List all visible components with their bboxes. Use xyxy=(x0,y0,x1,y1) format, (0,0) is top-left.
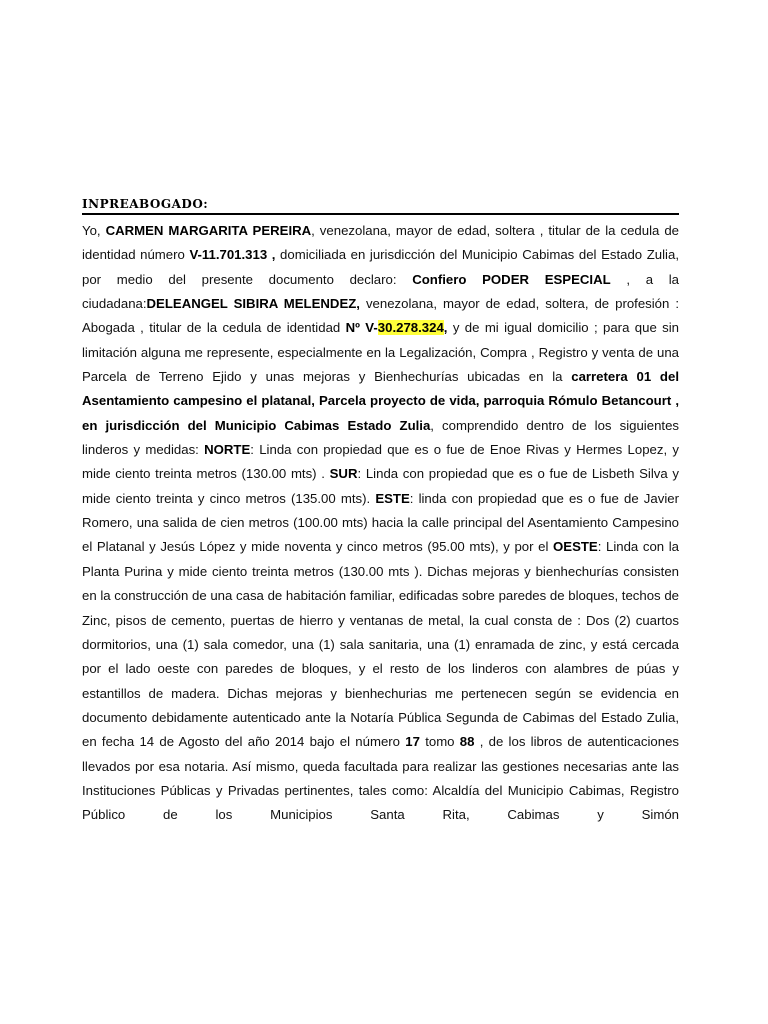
bold-text-segment: CARMEN MARGARITA PEREIRA xyxy=(105,223,312,238)
text-segment: domiciliada en jurisdicción del Municipio Cabimas del Estado Zulia, por medio del presente documento declaro: xyxy=(82,247,679,287)
bold-text-segment: 88 xyxy=(459,734,475,750)
bold-text-segment: , xyxy=(443,320,448,336)
text-segment: , a la ciudadana: xyxy=(82,271,680,312)
text-segment: : linda con propiedad que es o fue de Javier Romero, una salida de cien metros (100.00 mts) hacia la calle principal del Asentamiento Campesino el Platanal y Jesús López y mide noventa y cinco metros (95.00 mts), y por el xyxy=(82,490,679,555)
text-segment: y de mi igual domicilio ; para que sin limitación alguna me represente, especialmente en la Legalización, Compra , Registro y venta de una Parcela de Terreno Ejido y unas mejoras y Bienhechurías ubicadas en la xyxy=(82,320,679,385)
text-segment: : Linda con la Planta Purina y mide ciento treinta metros (130.00 mts ). Dichas mejoras y bienhechurías consisten en la construcción de una casa de habitación familiar, edificadas sobre paredes de bloques, techos de Zinc, pisos de cemento, puertas de hierro y ventanas de metal, la cual consta de : Dos (2) cuartos dormitorios, una (1) sala comedor, una (1) sala sanitaria, una (1) enramada de zinc, y está cercada por el lado oeste con paredes de bloques, y el resto de los linderos con alambres de púas y estantillos de madera. Dichas mejoras y bienhechurias me pertenecen según se evidencia en documento debidamente autenticado ante la Notaría Pública Segunda de Cabimas del Estado Zulia, en fecha 14 de Agosto del año 2014 bajo el número xyxy=(82,539,679,750)
text-segment: : Linda con propiedad que es o fue de Lisbeth Silva y mide ciento treinta y cinco metros (135.00 mts). xyxy=(82,466,679,506)
bold-text-segment: 30.278.324 xyxy=(377,320,444,336)
bold-text-segment: V-11.701.313 , xyxy=(189,247,276,263)
document-heading: INPREABOGADO: xyxy=(82,197,209,211)
text-segment: , comprendido dentro de los siguientes linderos y medidas: xyxy=(82,417,679,458)
text-segment: , de los libros de autenticaciones llevados por esa notaria. Así mismo, queda facultada para realizar las gestiones necesarias ante las Instituciones Públicas y Privadas pertinentes, tales como: Alcaldía del Municipio Cabimas, Registro Público de los Municipios Santa Rita, Cabimas y Simón xyxy=(82,734,680,823)
document-body xyxy=(82,219,679,828)
bold-text-segment: Nº V- xyxy=(345,320,378,336)
text-segment: Yo, xyxy=(82,223,106,238)
bold-text-segment: 17 xyxy=(405,734,420,750)
bold-text-segment: ESTE xyxy=(375,490,410,506)
bold-text-segment: carretera 01 del Asentamiento campesino el platanal, Parcela proyecto de vida, parroquia Rómulo Betancourt , en jurisdicción del Municipio Cabimas Estado Zulia xyxy=(82,369,679,433)
bold-text-segment: NORTE xyxy=(204,442,251,458)
bold-text-segment: SUR xyxy=(329,466,358,482)
bold-text-segment: DELEANGEL SIBIRA MELENDEZ, xyxy=(146,296,360,312)
text-segment: , venezolana, mayor de edad, soltera , titular de la cedula de identidad número xyxy=(82,223,680,263)
bold-text-segment: Confiero PODER ESPECIAL xyxy=(412,271,611,287)
heading-rule xyxy=(82,213,679,215)
text-segment: venezolana, mayor de edad, soltera, de profesión : Abogada , titular de la cedula de identidad xyxy=(82,296,679,336)
text-segment: : Linda con propiedad que es o fue de Enoe Rivas y Hermes Lopez, y mide ciento treinta metros (130.00 mts) . xyxy=(82,442,679,482)
text-segment: tomo xyxy=(419,734,460,750)
bold-text-segment: OESTE xyxy=(553,539,598,555)
